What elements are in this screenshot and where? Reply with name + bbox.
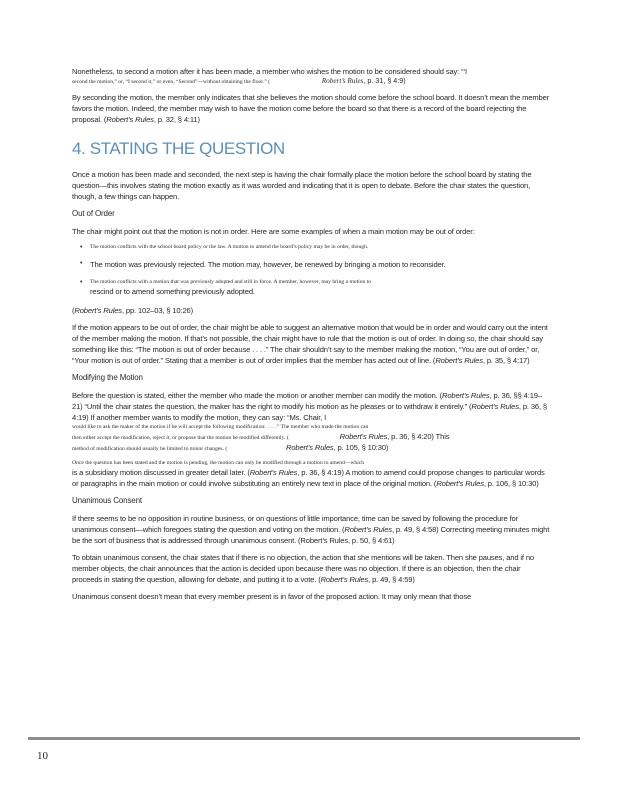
citation-line: (Robert’s Rules, pp. 102–03, § 10:26) (72, 306, 193, 315)
text-line-small: second the motion,” or, “I second it,” or even, “Second”—without obtaining the floor.” ( Robert’s Rules, p. 31, § 4:9) (72, 76, 406, 85)
page-content (72, 66, 552, 602)
footer-divider (28, 737, 580, 740)
section-title: 4. STATING THE QUESTION (72, 139, 285, 158)
list-item-text: The motion was previously rejected. The motion may, however, be renewed by bringing a motion to reconsider. (90, 260, 446, 269)
paragraph-seconding-meaning: By seconding the motion, the member only indicates that she believes the motion should come before the school board. It doesn’t mean the member favors the motion. Indeed, the member may wish to have the motion come before the board so that there is a record of the board rejecting the proposal. (Robert’s Rules, p. 32, § 4:11) (72, 93, 550, 124)
citation: Robert’s Rules (249, 468, 298, 477)
paragraph-seconding-intro (72, 66, 552, 86)
citation: Robert’s Rules (286, 443, 334, 452)
bullet-icon: • (80, 260, 83, 267)
citation: Robert’s Rules (344, 525, 392, 534)
paragraph-unanimous-1: If there seems to be no opposition in routine business, or on questions of little importance, time can be saved by following the procedure for unanimous consent—which foregoes stating the question and voting on the motion. (Robert’s Rules, p. 49, § 4:58) Correcting meeting minutes might be the sort of business that is addressed through unanimous consent. (Robert’s Rules, p. 50, § 4:61) (72, 514, 550, 545)
paragraph-modifying-pending (72, 459, 552, 489)
paragraph-stating-question: Once a motion has been made and seconded, the next step is having the chair formally place the motion before the school board by stating the question—this involves stating the motion exactly as it was worded and indicating that it is open to debate. Before the chair states the question, though, a few things can happen. (72, 170, 532, 201)
list-item (72, 243, 552, 251)
citation: Robert’s Rules (442, 391, 490, 400)
list-item (72, 278, 552, 297)
paragraph-unanimous-3: Unanimous consent doesn’t mean that every member present is in favor of the proposed action. It may only mean that those (72, 592, 472, 601)
text-line: then either accept the modification, reject it, or propose that the motion be modified differently. ( Robert’s Rules, p. 36, § 4:20) This (72, 432, 450, 441)
citation: Robert’s Rules (321, 77, 364, 85)
text-line-small: Once the question has been stated and the motion is pending, the motion can only be modified through a motion to amend—which (72, 460, 365, 466)
out-of-order-list (72, 243, 552, 297)
page-number: 10 (37, 750, 48, 762)
subheading-out-of-order: Out of Order (72, 209, 115, 218)
list-item-text: The motion conflicts with the school board policy or the law. A motion to amend the board’s policy may be in order, though. (90, 244, 369, 250)
list-item-text: The motion conflicts with a motion that was previously adopted and still in force. A member, however, may bring a motion to (90, 279, 372, 285)
citation: Robert’s Rules (436, 479, 484, 488)
bullet-icon: • (80, 244, 83, 251)
citation: Robert’s Rules (339, 432, 388, 441)
paragraph-out-of-order: If the motion appears to be out of order, the chair might be able to suggest an alternative motion that would be in order and would carry out the intent of the member making the motion. If that’s not possible, the chair might have to rule that the motion is out of order. In doing so, the chair should say something like this: “The motion is out of order because . . . .” The chair shouldn’t say to the member making the motion, “You are out of order,” or, “Your motion is out of order.” Stating that a member is out of order implies that the member has acted out of line. (Robert’s Rules, p. 35, § 4:17) (72, 323, 548, 365)
bullet-icon: • (80, 279, 83, 286)
text-line: Nonetheless, to second a motion after it has been made, a member who wishes the motion to be considered should say: “‘I (72, 67, 467, 76)
citation: Robert’s Rules (106, 115, 154, 124)
subheading-modifying: Modifying the Motion (72, 373, 143, 382)
paragraph-modifying (72, 390, 552, 453)
citation: Robert’s Rules (74, 306, 122, 315)
subheading-unanimous-consent: Unanimous Consent (72, 496, 142, 505)
list-item (72, 259, 552, 270)
text-block: is a subsidiary motion discussed in greater detail later. (Robert’s Rules, p. 36, § 4:19) A motion to amend could propose changes to particular words or paragraphs in the main motion or could involve substituting an entirely new text in place of the original motion. (Robert’s Rules, p. 106, § 10:30) (72, 468, 545, 488)
paragraph-out-of-order-intro: The chair might point out that the motion is not in order. Here are some examples of when a main motion may be out of order: (72, 227, 475, 236)
text-line: method of modification should usually be limited to minor changes. ( Robert’s Rules, p. 105, § 10:30) (72, 443, 389, 452)
citation: Robert’s Rules (320, 575, 369, 584)
citation: Robert’s Rules (435, 356, 483, 365)
text-line-small: would like to ask the maker of the motion if he will accept the following modification: . . . .” The member who made the motion can (72, 424, 369, 430)
paragraph-unanimous-2: To obtain unanimous consent, the chair states that if there is no objection, the action that she mentions will be taken. Then she pauses, and if no member objects, the chair announces that the action is decided upon because there was no objection. If there is an objection, then the chair proceeds in stating the question, allowing for debate, and putting it to a vote. (Robert’s Rules, p. 49, § 4:59) (72, 553, 534, 584)
list-item-text-continued: rescind or to amend something previously adopted. (90, 287, 255, 296)
citation: Robert’s Rules (471, 402, 519, 411)
text-block: Before the question is stated, either the member who made the motion or another member can modify the motion. (Robert’s Rules, p. 36, §§ 4:19–21) “Until the chair states the question, the maker has the right to modify his motion as he pleases or to withdraw it entirely.” (Robert’s Rules, p. 36, § 4:19) If another member wants to modify the motion, they can say: “Ms. Chair, I (72, 391, 547, 422)
